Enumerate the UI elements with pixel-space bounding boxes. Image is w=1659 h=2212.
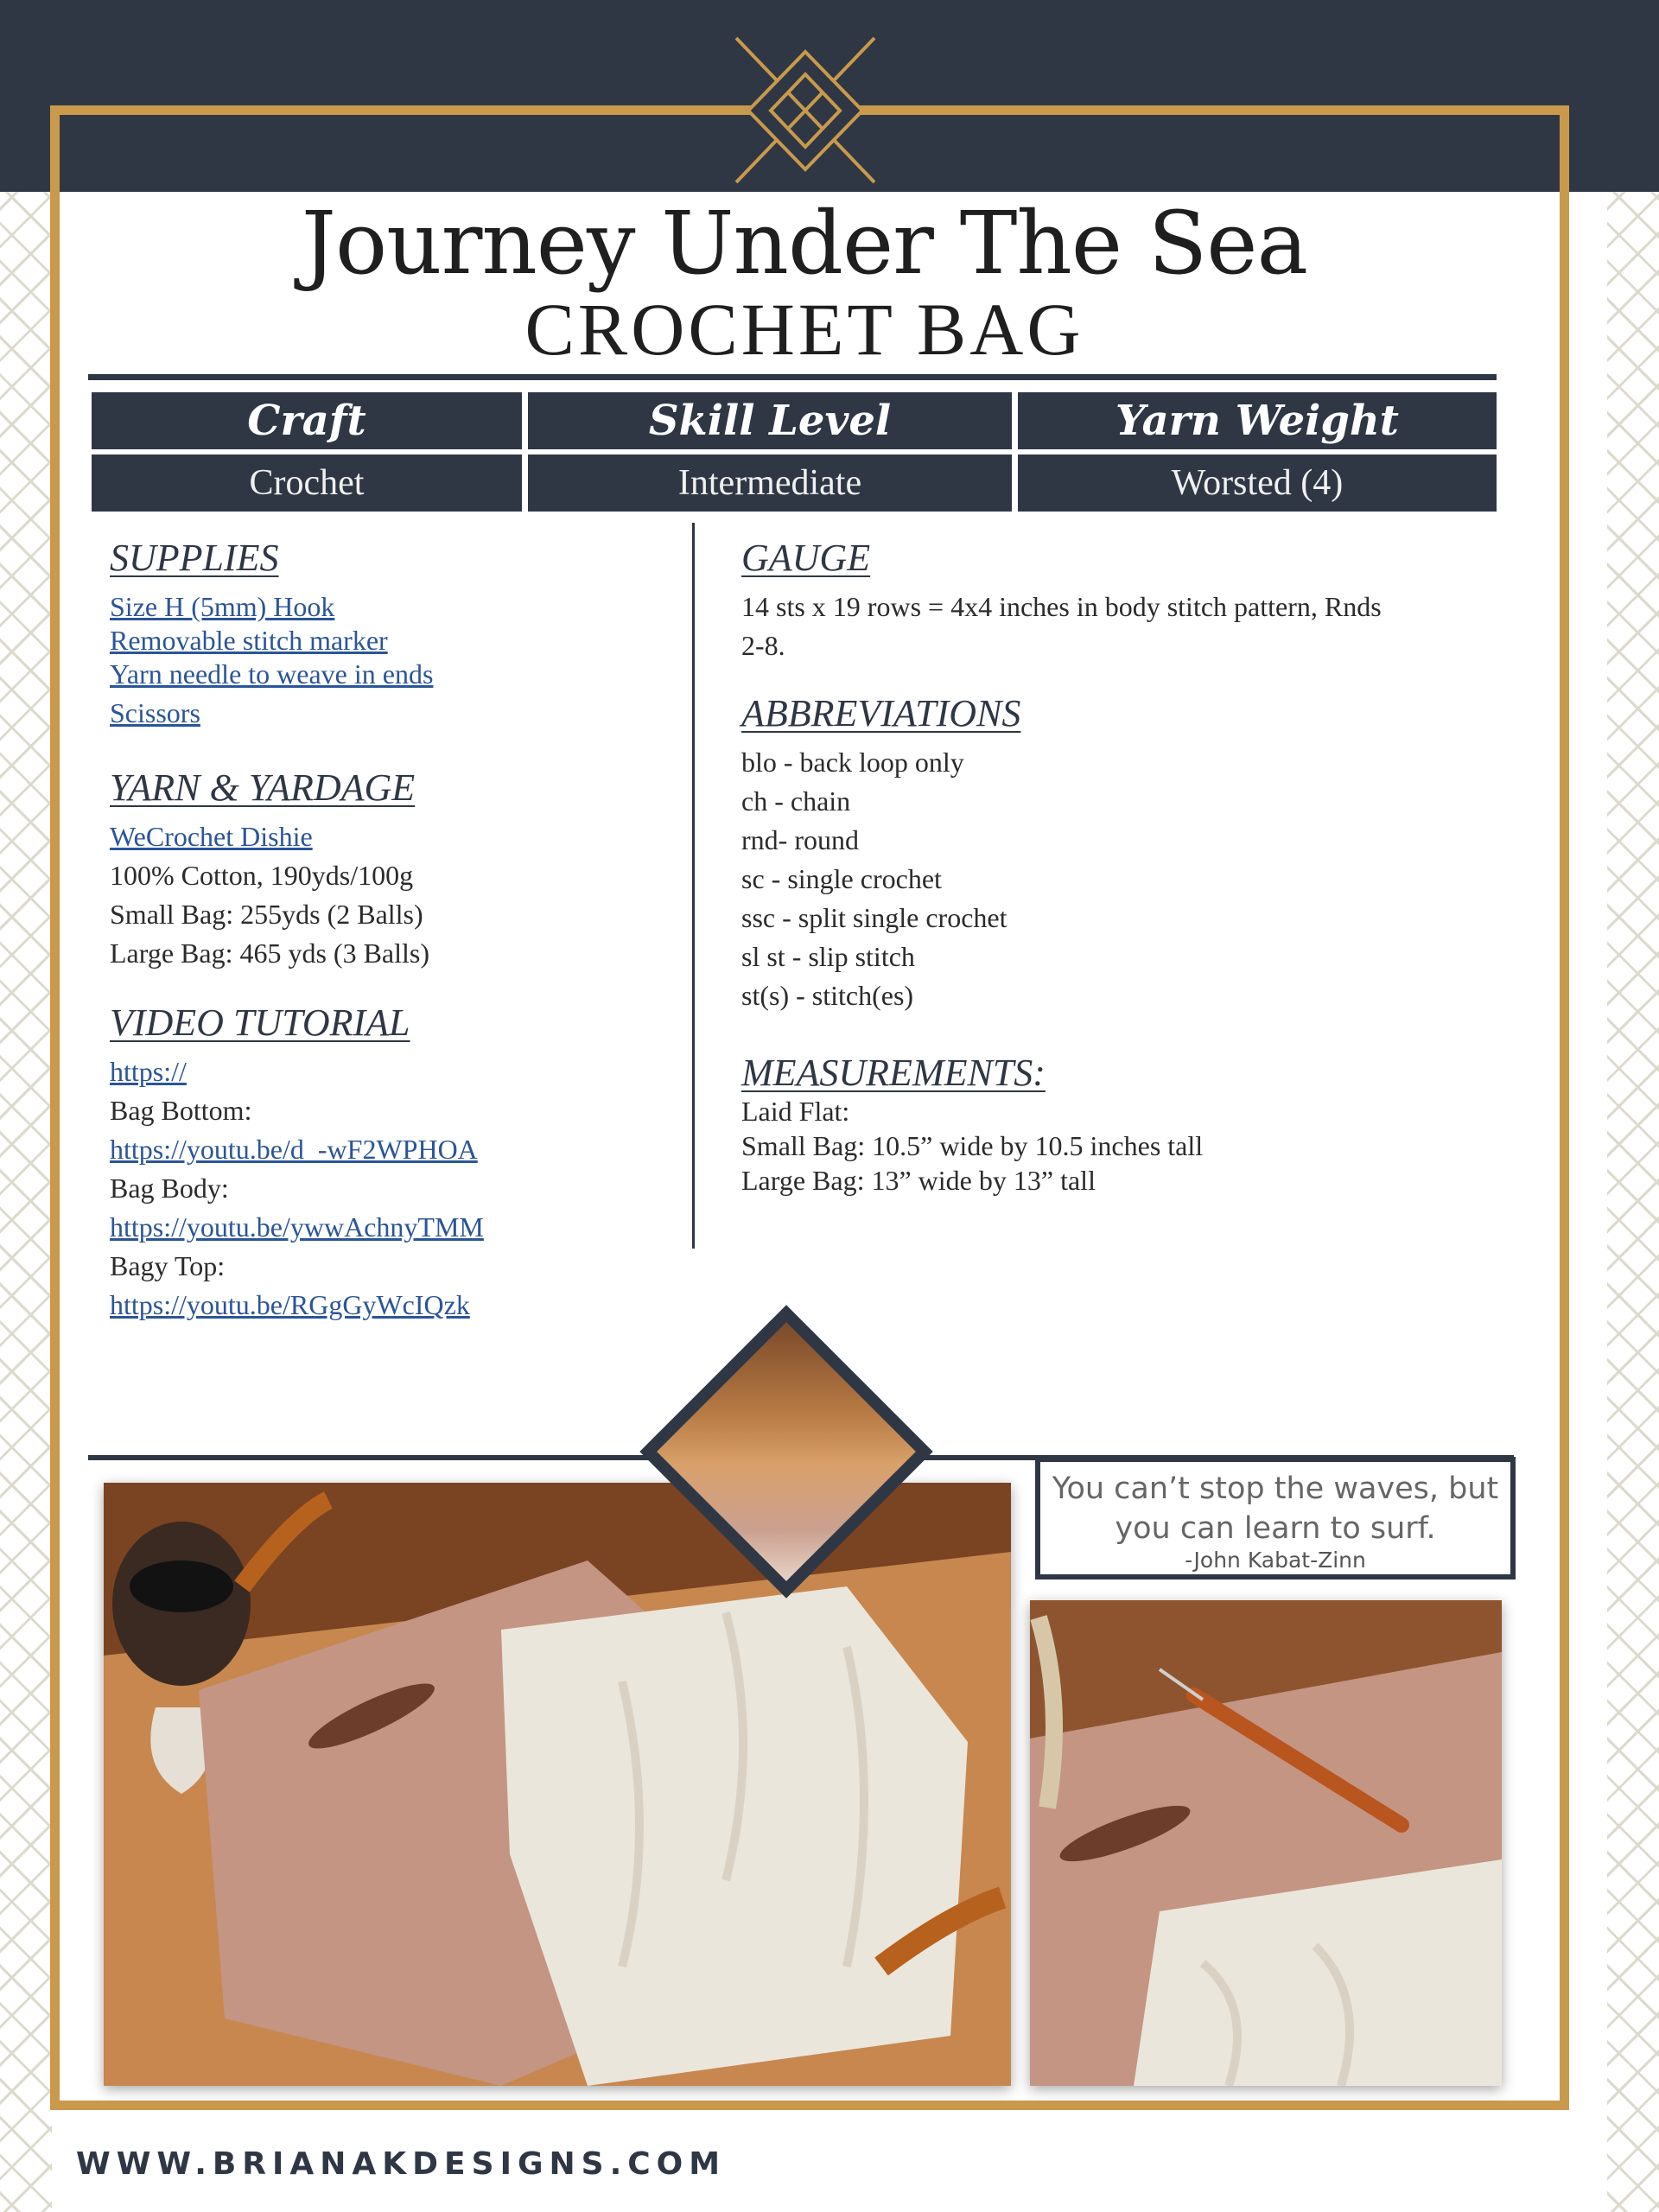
measurement-line: Small Bag: 10.5” wide by 10.5 inches tall bbox=[741, 1130, 1204, 1162]
supply-item[interactable]: Scissors bbox=[110, 697, 200, 729]
footer-website[interactable]: WWW.BRIANAKDESIGNS.COM bbox=[76, 2146, 727, 2182]
yarn-weight-heading: Yarn Weight bbox=[1018, 392, 1497, 449]
yarn-line: 100% Cotton, 190yds/100g bbox=[110, 860, 414, 892]
quote-author: -John Kabat-Zinn bbox=[1185, 1548, 1366, 1573]
yarn-link[interactable]: WeCrochet Dishie bbox=[110, 821, 313, 853]
bag-top-label: Bagy Top: bbox=[110, 1250, 226, 1282]
yarn-weight-value: Worsted (4) bbox=[1018, 454, 1497, 512]
gauge-section bbox=[741, 537, 1502, 665]
yarn-heading: YARN & YARDAGE bbox=[110, 766, 416, 809]
title-rule bbox=[88, 374, 1497, 380]
abbreviation-item: ch - chain bbox=[741, 785, 851, 817]
quote-line: you can learn to surf. bbox=[1115, 1511, 1436, 1546]
side-bag-photo bbox=[1030, 1600, 1502, 2086]
measurement-line: Large Bag: 13” wide by 13” tall bbox=[741, 1165, 1096, 1197]
knit-pattern-left bbox=[0, 190, 52, 2212]
bag-top-link[interactable]: https://youtu.be/RGgGyWcIQzk bbox=[110, 1289, 470, 1321]
craft-value: Crochet bbox=[92, 454, 522, 512]
yarn-line: Large Bag: 465 yds (3 Balls) bbox=[110, 938, 430, 969]
bag-body-link[interactable]: https://youtu.be/ywwAchnyTMM bbox=[110, 1211, 484, 1243]
knit-pattern-right bbox=[1607, 190, 1659, 2212]
main-bag-photo bbox=[104, 1483, 1011, 2086]
main-photo-illustration bbox=[104, 1483, 1011, 2086]
abbreviation-item: sl st - slip stitch bbox=[741, 941, 915, 973]
yarn-section bbox=[110, 767, 680, 973]
gauge-heading: GAUGE bbox=[741, 537, 871, 579]
skill-level-value: Intermediate bbox=[528, 454, 1012, 512]
measurements-section bbox=[741, 1052, 1502, 1198]
measurement-line: Laid Flat: bbox=[741, 1096, 850, 1128]
supplies-section bbox=[110, 537, 680, 733]
supply-item[interactable]: Yarn needle to weave in ends bbox=[110, 658, 434, 690]
bag-bottom-link[interactable]: https://youtu.be/d_-wF2WPHOA bbox=[110, 1134, 478, 1166]
column-divider bbox=[692, 523, 695, 1249]
video-section bbox=[110, 1002, 680, 1325]
bag-body-label: Bag Body: bbox=[110, 1173, 229, 1205]
gauge-line: 14 sts x 19 rows = 4x4 inches in body stitch pattern, Rnds bbox=[741, 591, 1382, 623]
abbreviation-item: blo - back loop only bbox=[741, 747, 964, 779]
craft-heading: Craft bbox=[92, 392, 522, 449]
bag-bottom-label: Bag Bottom: bbox=[110, 1095, 252, 1127]
quote-box bbox=[1035, 1457, 1516, 1580]
supplies-heading: SUPPLIES bbox=[110, 537, 279, 579]
abbreviations-heading: ABBREVIATIONS bbox=[741, 692, 1021, 734]
abbreviation-item: st(s) - stitch(es) bbox=[741, 980, 914, 1012]
yarn-line: Small Bag: 255yds (2 Balls) bbox=[110, 899, 423, 931]
supply-item[interactable]: Removable stitch marker bbox=[110, 625, 388, 657]
page-subtitle: CROCHET BAG bbox=[524, 288, 1084, 371]
abbreviation-item: rnd- round bbox=[741, 824, 859, 856]
page-title: Journey Under The Sea bbox=[301, 193, 1308, 294]
abbreviation-item: sc - single crochet bbox=[741, 863, 942, 895]
supply-item[interactable]: Size H (5mm) Hook bbox=[110, 591, 335, 623]
side-photo-illustration bbox=[1030, 1600, 1502, 2086]
quote-line: You can’t stop the waves, but bbox=[1052, 1471, 1499, 1506]
abbreviations-section bbox=[741, 693, 1502, 1015]
video-heading: VIDEO TUTORIAL bbox=[110, 1001, 410, 1044]
measurements-heading: MEASUREMENTS: bbox=[741, 1052, 1046, 1094]
video-link-main[interactable]: https:// bbox=[110, 1056, 187, 1088]
abbreviation-item: ssc - split single crochet bbox=[741, 902, 1007, 934]
gauge-line: 2-8. bbox=[741, 630, 785, 662]
geometric-logo-icon bbox=[733, 35, 878, 186]
skill-level-heading: Skill Level bbox=[528, 392, 1012, 449]
